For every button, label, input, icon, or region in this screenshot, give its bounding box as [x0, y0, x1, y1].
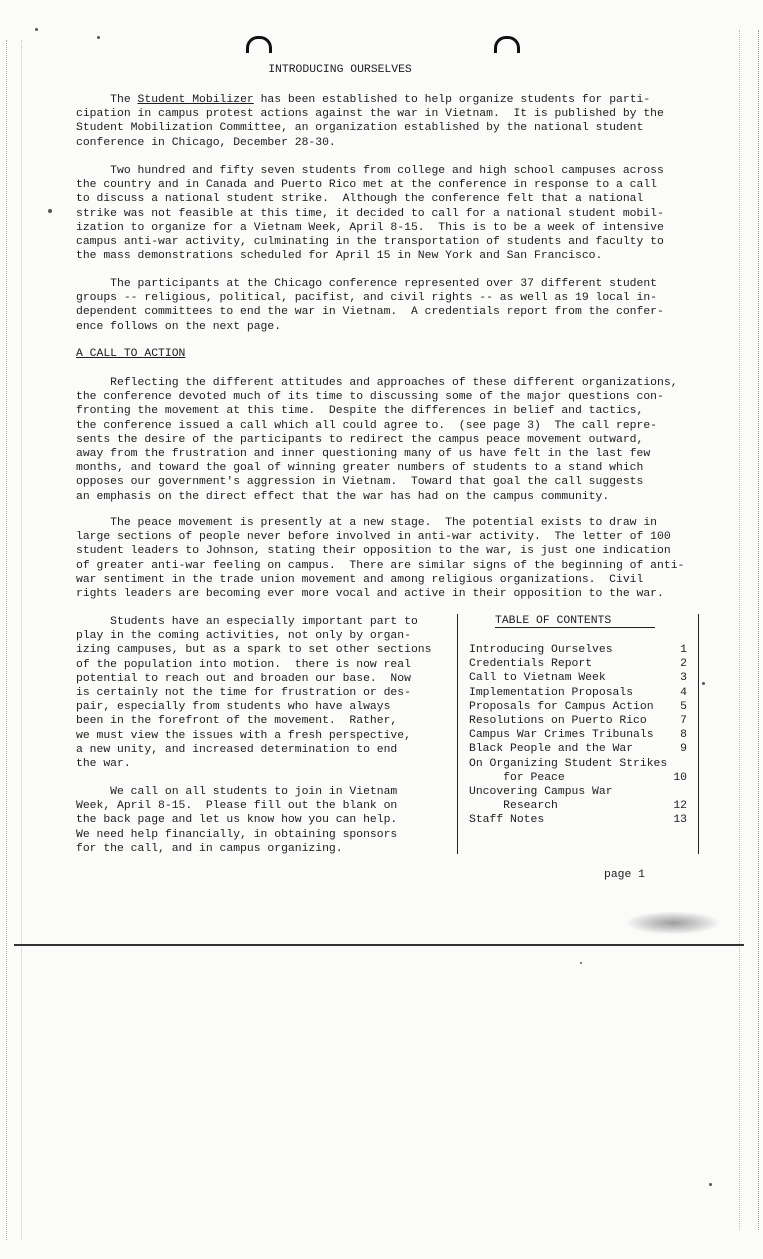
- scan-speck: [97, 36, 100, 39]
- section-heading-call-to-action: A CALL TO ACTION: [76, 348, 186, 360]
- toc-entry: Credentials Report 2: [469, 658, 687, 671]
- toc-entry: Resolutions on Puerto Rico 7: [469, 714, 687, 727]
- right-scan-edge: [739, 30, 759, 1230]
- toc-entry: for Peace 10: [469, 771, 687, 784]
- publication-name: Student Mobilizer: [137, 94, 254, 106]
- toc-entry: Staff Notes 13: [469, 814, 687, 827]
- toc-entry: Implementation Proposals 4: [469, 686, 687, 699]
- scan-speck: [48, 209, 52, 213]
- scan-smudge: [628, 912, 718, 934]
- scan-speck: [35, 28, 38, 31]
- call-paragraph-2: The peace movement is presently at a new stage. The potential exists to draw in large sections of people never before involved in anti-war activity. The letter of 100 student leaders to Johnson, stating their opposition to the war, is just one indication of greater anti-war feeling on campus. There are similar signs of the beginning of anti- war sentiment in the trade union movement and among religious organizations. Civil rights leaders are becoming ever more vocal and active in their opposition to the war.: [76, 517, 685, 601]
- column-paragraph-1: Students have an especially important part to play in the coming activities, not only by organ- izing campuses, but as a spark to set other sections of the population into motion. there is now real potential to reach out and broaden our base. Now is certainly not the time for frustration or des- pair, especially from students who have always been in the forefront of the movement. Rather, we must view the issues with a fresh perspective, a new unity, and increased determination to end the war.: [76, 616, 432, 771]
- page-title: INTRODUCING OURSELVES: [268, 64, 412, 76]
- toc-entry: On Organizing Student Strikes: [469, 757, 668, 770]
- punch-hole-right: [494, 36, 520, 53]
- intro-paragraph-2: Two hundred and fifty seven students from college and high school campuses across the country and in Canada and Puerto Rico met at the conference in response to a call to discuss a national student strike. Although the conference felt that a national strike was not feasible at this time, it decided to call for a national student mobil- ization to organize for a Vietnam Week, April 8-15. This is to be a week of intensive campus anti-war activity, culminating in the transportation of students and faculty to the mass demonstrations scheduled for April 15 in New York and San Francisco.: [76, 165, 664, 263]
- toc-entry: Research 12: [469, 800, 687, 813]
- intro-paragraph-1: The Student Mobilizer has been established to help organize students for parti- cipation in campus protest actions against the war in Vietnam. It is published by the Student Mobilization Committee, an organization established by the national student conference in Chicago, December 28-30.: [76, 94, 664, 149]
- page-number: page 1: [604, 869, 646, 881]
- column-paragraph-2: We call on all students to join in Vietnam Week, April 8-15. Please fill out the blank on the back page and let us know how you can help. We need help financially, in obtaining sponsors for the call, and in campus organizing.: [76, 786, 398, 855]
- left-scan-edge: [6, 40, 22, 1240]
- table-of-contents-list: [469, 643, 691, 827]
- toc-entry: Black People and the War 9: [469, 743, 687, 756]
- toc-entry: Call to Vietnam Week 3: [469, 672, 687, 685]
- toc-entry: Uncovering Campus War: [469, 785, 613, 798]
- scan-speck: [702, 682, 705, 685]
- punch-hole-left: [246, 36, 272, 53]
- toc-entry: Introducing Ourselves 1: [469, 644, 687, 656]
- bottom-rule: [14, 944, 744, 946]
- scan-speck: [580, 962, 582, 964]
- toc-entry: Proposals for Campus Action 5: [469, 700, 687, 713]
- intro-paragraph-3: The participants at the Chicago conference represented over 37 different student groups -- religious, political, pacifist, and civil rights -- as well as 19 local in- dependent committees to end the war in Vietnam. A credentials report from the confer- ence follows on the next page.: [76, 278, 664, 333]
- table-of-contents-title: TABLE OF CONTENTS: [495, 615, 655, 628]
- call-paragraph-1: Reflecting the different attitudes and approaches of these different organizations, the conference devoted much of its time to discussing some of the major questions con- fronting the movement at this time. Despite the differences in belief and tactics, the conference issued a call which all could agree to. (see page 3) The call repre- sents the desire of the participants to redirect the campus peace movement outward, away from the frustration and inner questioning many of us have felt in the last few months, and toward the goal of winning greater numbers of students to a stand which opposes our government's aggression in Vietnam. Toward that goal the call suggests an emphasis on the direct effect that the war has had on the campus community.: [76, 377, 678, 503]
- toc-entry: Campus War Crimes Tribunals 8: [469, 729, 687, 742]
- scan-speck: [709, 1183, 712, 1186]
